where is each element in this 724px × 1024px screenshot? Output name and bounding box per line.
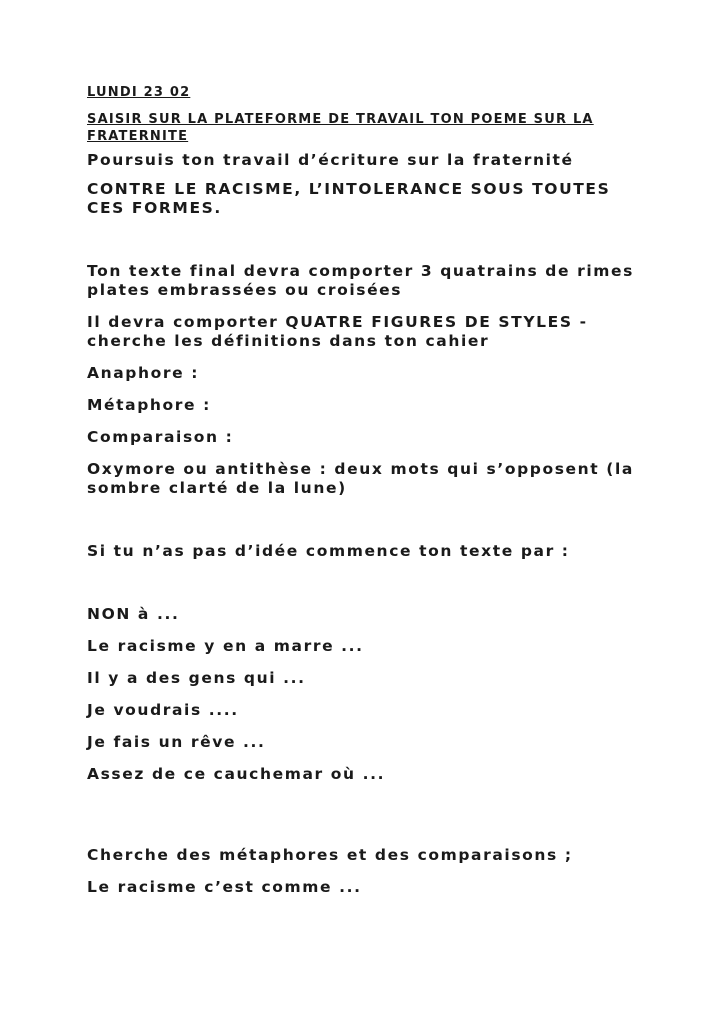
comparaison-label: Comparaison :: [87, 428, 234, 446]
prompt-line: Le racisme y en a marre ...: [87, 637, 364, 655]
racisme-comme-line: Le racisme c’est comme ...: [87, 878, 362, 896]
date-heading: LUNDI 23 02: [87, 85, 191, 100]
search-instruction: Cherche des métaphores et des comparaisons ;: [87, 846, 573, 864]
metaphore-label: Métaphore :: [87, 396, 211, 414]
prompt-line: Je voudrais ....: [87, 701, 239, 719]
prompt-line: Assez de ce cauchemar où ...: [87, 765, 386, 783]
task-heading: SAISIR SUR LA PLATEFORME DE TRAVAIL TON POEME SUR LA FRATERNITE: [87, 112, 594, 144]
prompt-line: NON à ...: [87, 605, 180, 623]
figures-instruction: Il devra comporter QUATRE FIGURES DE STYLES - cherche les définitions dans ton cahier: [87, 313, 588, 350]
oxymore-label: Oxymore ou antithèse : deux mots qui s’opposent (la sombre clarté de la lune): [87, 460, 634, 497]
prompt-line: Je fais un rêve ...: [87, 733, 266, 751]
final-text-instruction: Ton texte final devra comporter 3 quatrains de rimes plates embrassées ou croisées: [87, 262, 634, 299]
against-text: CONTRE LE RACISME, L’INTOLERANCE SOUS TOUTES CES FORMES.: [87, 180, 611, 217]
no-idea-text: Si tu n’as pas d’idée commence ton texte par :: [87, 542, 570, 560]
anaphore-label: Anaphore :: [87, 364, 200, 382]
document-page: [87, 84, 647, 897]
prompt-line: Il y a des gens qui ...: [87, 669, 306, 687]
intro-text: Poursuis ton travail d’écriture sur la fraternité: [87, 151, 574, 169]
